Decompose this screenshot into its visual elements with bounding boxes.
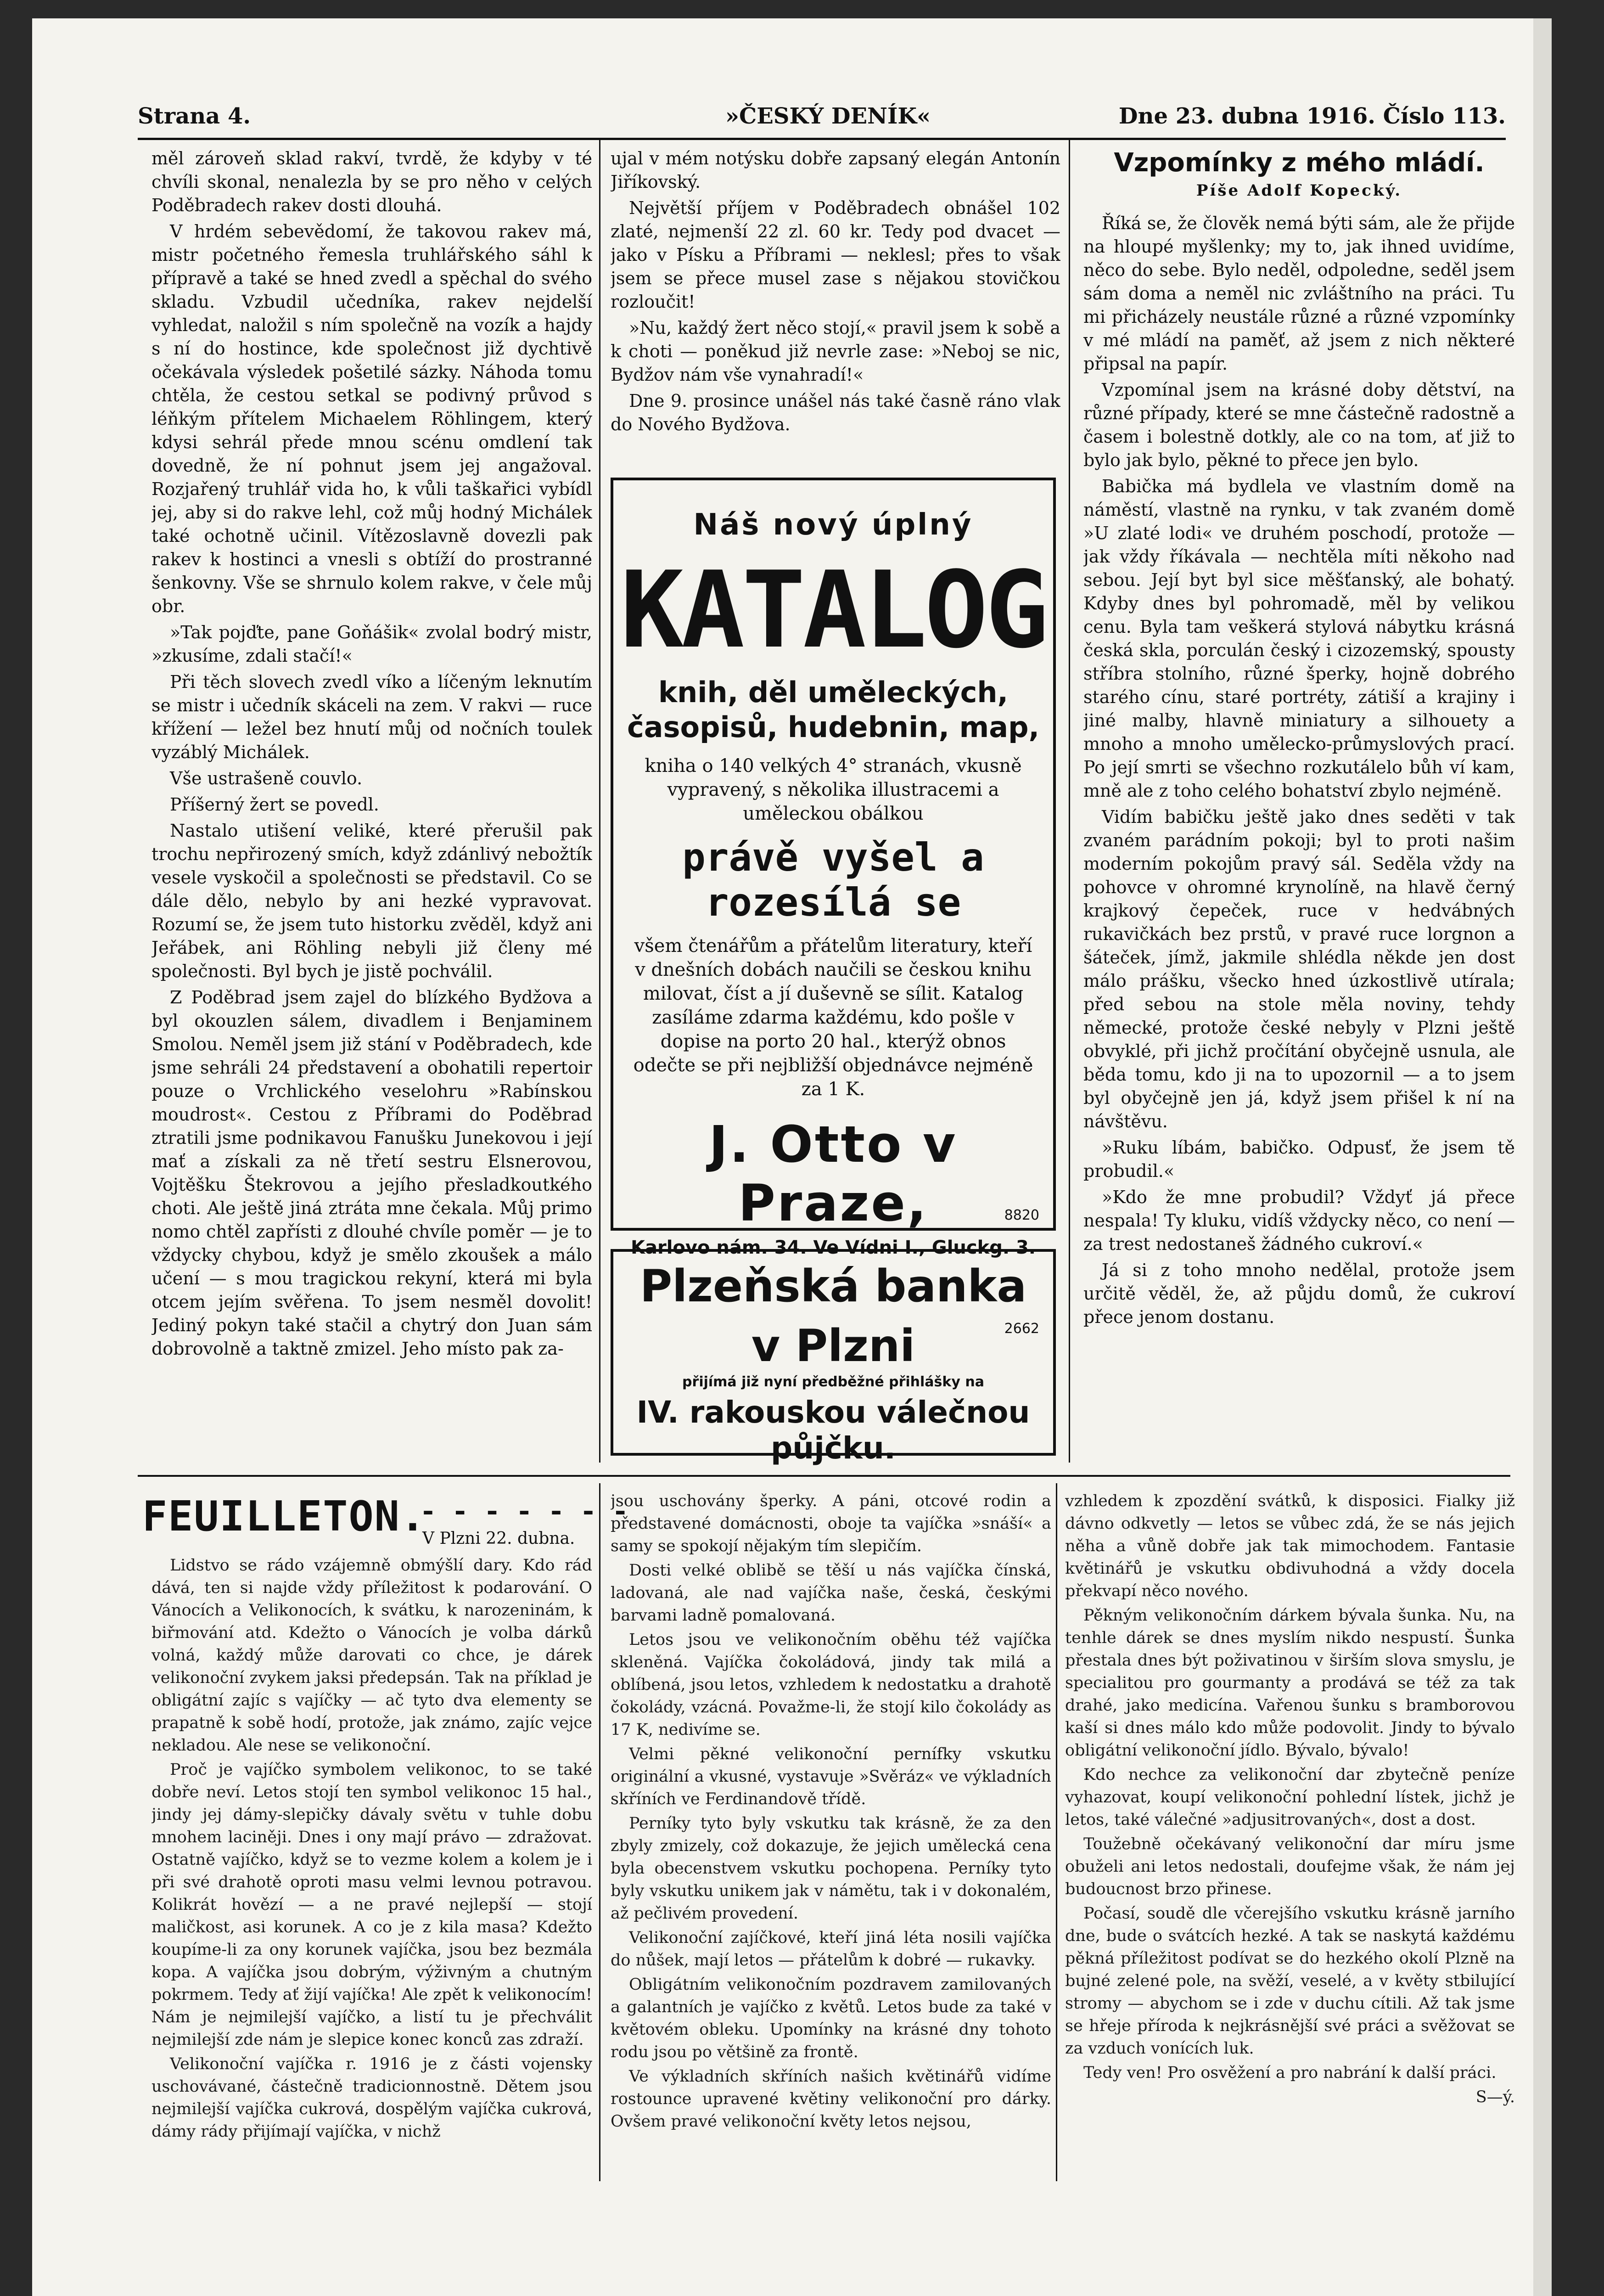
- page-edge: [1533, 18, 1552, 2296]
- paragraph: Velikonoční vajíčka r. 1916 je z části vojensky uschovávané, částečně tradicionnostně. Dětem jsou nejmilejší vajíčka cukrová, dospělým vajíčka cukrová, dámy rády přijímají vajíčka, v nichž: [151, 2055, 592, 2141]
- feuilleton-rule: [138, 1475, 1510, 1477]
- paragraph: »Tak pojďte, pane Goňášik« zvolal bodrý mistr, »zkusíme, zdali stačí!«: [151, 622, 592, 666]
- memoir-title: Vzpomínky z mého mládí.: [1114, 148, 1485, 178]
- bank-note: přijímá již nyní předběžné přihlášky na: [682, 1374, 984, 1390]
- paragraph: Já si z toho mnoho nedělal, protože jsem určitě věděl, že, až půjdu domů, že cukroví přece jenom dostanu.: [1083, 1260, 1515, 1327]
- bank-advertisement: [611, 1249, 1056, 1466]
- page-number: Strana 4.: [138, 103, 251, 129]
- ad-body: všem čtenářům a přátelům literatury, kteří v dnešních dobách naučili se českou knihu milovat, číst a jí duševně se sílit. Katalog zasíláme zdarma každému, kdo pošle v dopise na porto 20 hal., kterýž obnos odečte se při nejbližší objednávce nejméně za 1 K.: [633, 935, 1033, 1100]
- paragraph: Toužebně očekávaný velikonoční dar míru jsme obuželi ani letos nedostali, doufejme však, že nám jej budoucnost brzo přinese.: [1065, 1835, 1515, 1898]
- column-rule-1: [599, 140, 600, 1463]
- ad-number: 2662: [1004, 1321, 1039, 1337]
- paragraph: Dne 9. prosince unášel nás také časně ráno vlak do Nového Bydžova.: [611, 391, 1060, 434]
- memoir-author: Píše Adolf Kopecký.: [1196, 181, 1402, 200]
- feuilleton-column-2: [611, 1490, 1051, 2183]
- paragraph: V hrdém sebevědomí, že takovou rakev má, mistr početného řemesla truhlářského sáhl k přípravě a také se hned zvedl a spěchal do svého skladu. Vzbudil učedníka, rakev nejdelší vyhledat, naložil s ním společně na vozík a hajdy s ní do hostince, kde společnost již dychtivě očekávala výsledek pošetilé sázky. Náhoda tomu chtěla, že cestou setkal se podivný průvod s léňkým přítelem Michaelem Röhlingem, který kdysi sehrál přede mnou scénu omdlení tak dovedně, že ní pohnut jsem jej angažoval. Rozjařený truhlář vida ho, k vůli taškařici vybídl jej, aby si do rakve lehl, což můj hodný Michálek také ochotně učinil. Vítězoslavně dovezli pak rakev k hostinci a vnesli s obtíží do prostranné šenkovny. Vše se shrnulo kolem rakve, v čele můj obr.: [151, 221, 592, 616]
- paragraph: Kdo nechce za velikonoční dar zbytečně peníze vyhazovat, koupí velikonoční pohlední lístek, jichž je letos, také válečné »adjusitrovaných«, dost a dost.: [1065, 1766, 1515, 1829]
- column-rule-4: [1056, 1483, 1057, 2181]
- column-rule-3: [599, 1483, 600, 2181]
- feuilleton-dateline: V Plzni 22. dubna.: [422, 1529, 575, 1548]
- paragraph: vzhledem k zpozdění svátků, k disposici. Fialky již dávno odkvetly — letos se vůbec zdá, že se nás jejich něha a vůně dobře jak tak mimochodem. Fantasie květinářů je vskutku obdivuhodná a vždy docela překvapí něco nového.: [1065, 1492, 1515, 1600]
- ad-headline: KATALOG: [620, 549, 1046, 672]
- article-column-2: [611, 147, 1060, 468]
- bank-city: v Plzni: [751, 1320, 915, 1372]
- paragraph: Pěkným velikonočním dárkem bývala šunka. Nu, na tenhle dárek se dnes myslím nikdo nespustí. Šunka přestala dnes být poživatinou v širším slova smyslu, je specialitou pro gourmanty a prodává se též za tak drahé, jako medicína. Vařenou šunku s bramborovou kaší si dnes málo kdo může podovolit. Jindy to bývalo obligátní velikonoční jídlo. Bývalo, bývalo!: [1065, 1606, 1515, 1760]
- paragraph: Počasí, soudě dle včerejšího vskutku krásně jarního dne, bude o svátcích hezké. A tak se naskytá každému pěkná příležitost podívat se do hezkého okolí Plzně na bujné zelené pole, na svěží, veselé, a v květy stbilující stromy — abychom se i zde v duchu cítili. Až tak jsme se hřeje příroda k nejkrásnější své práci a svěžovat se za vzduch vonících luk.: [1065, 1904, 1515, 2058]
- paragraph: měl zároveň sklad rakví, tvrdě, že kdyby v té chvíli skonal, nenalezla by se pro něho v celých Poděbradech rakev dosti dlouhá.: [151, 148, 592, 215]
- bank-loan: IV. rakouskou válečnou půjčku.: [636, 1395, 1030, 1466]
- article-column-1: [151, 147, 592, 1460]
- column-rule-2: [1069, 140, 1070, 1463]
- page-header: [138, 103, 1506, 135]
- paragraph: Největší příjem v Poděbradech obnášel 102 zlaté, nejmenší 22 zl. 60 kr. Tedy pod dvacet — jako v Písku a Příbrami — neklesl; přes to však jsem se přece musel zase s nějakou stovičkou rozloučit!: [611, 198, 1060, 312]
- paragraph: Velikonoční zajíčkové, kteří jiná léta nosili vajíčka do nůšek, mají letos — přátelům k dobré — rukavky.: [611, 1929, 1051, 1970]
- paragraph: Dosti velké oblibě se těší u nás vajíčka čínská, ladovaná, ale nad vajíčka naše, česká, českými barvami ladně pomalovaná.: [611, 1561, 1051, 1625]
- newspaper-title: »ČESKÝ DENÍK«: [725, 103, 931, 129]
- paragraph: Příšerný žert se povedl.: [170, 794, 379, 815]
- paragraph: »Nu, každý žert něco stojí,« pravil jsem k sobě a k choti — poněkud již nevrle zase: »Neboj se nic, Bydžov nám vše vynahradí!«: [611, 318, 1060, 385]
- paragraph: Babička má bydlela ve vlastním domě na náměstí, vlastně na rynku, v tak zvaném domě »U zlaté lodi« ve druhém poschodí, protože — jak vždy říkávala — nechtěla míti někoho nad sebou. Její byt byl sice měšťanský, ale bohatý. Kdyby dnes byl pohromadě, měl by velikou cenu. Byla tam veškerá stylová nábytku krásná česká skla, porculán český i cizozemský, spousty stříbra stolního, různé šperky, hojně dobrého starého cínu, staré portréty, zátiší a krajiny i jiné malby, hlavně miniatury a silhouety a mnoho a mnoho umělecko-průmyslových prací. Po její smrti se všechno rozkutálelo bůh ví kam, mně ale z toho celého bohatství zbylo nejméně.: [1083, 476, 1515, 801]
- paragraph: Perníky tyto byly vskutku tak krásně, že za den zbyly zmizely, což dokazuje, že jejich umělecká cena byla obecenstvem vskutku pochopena. Perníky tyto byly vskutku unikem jak v námětu, tak i v dokonalém, až pečlivém provedení.: [611, 1814, 1051, 1923]
- paragraph: Nastalo utišení veliké, které přerušil pak trochu nepřirozený smích, když zdánlivý nebožtík vesele vyskočil a společnosti se představil. Co se dále dělo, nebylo by ani hezké vypravovat. Rozumí se, že jsem tuto historku zvěděl, když ani Jeřábek, ani Röhling nebyli již členy mé společnosti. Byl bych je jistě pochválil.: [151, 821, 592, 981]
- ad-number: 8820: [1004, 1207, 1039, 1223]
- paragraph: Vzpomínal jsem na krásné doby dětství, na různé případy, které se mne částečně radostně a časem i bolestně dotkly, ale co na tom, ať již to bylo jak bylo, pěkné to přece jen bylo.: [1083, 380, 1515, 470]
- paragraph: Tedy ven! Pro osvěžení a pro nabrání k další práci.: [1083, 2064, 1497, 2082]
- paragraph: »Kdo že mne probudil? Vždyť já přece nespala! Ty kluku, vidíš vždycky něco, co není — za trest nedostaneš žádného cukroví.«: [1083, 1187, 1515, 1254]
- signature: S—ý.: [1475, 2088, 1515, 2106]
- paragraph: jsou uschovány šperky. A páni, otcové rodin a představené domácnosti, oboje ta vajíčka »snáší« a samy se spokojí nějakým tím slepičím.: [611, 1492, 1051, 1555]
- ad-firm-name: J. Otto v Praze,: [709, 1115, 958, 1232]
- paragraph: Lidstvo se rádo vzájemně obmýšlí dary. Kdo rád dává, ten si najde vždy příležitost k podarování. O Vánocích a Velikonocích, k svátku, k narozeninám, k biřmování atd. Kdežto o Vánocích je volba dárků volná, každý může darovati co chce, je dárek velikonoční zvykem jaksi předepsán. Tak na příklad je obligátní zajíc s vajíčky — ač tyto dva elementy se prapatně k sobě hodí, protože, jak známo, zajíc vejce nekladou. Ale nese se velikonoční.: [151, 1556, 592, 1755]
- ad-subtitle: knih, děl uměleckých, časopisů, hudebnin, map,: [627, 675, 1040, 744]
- feuilleton-column-1: [151, 1554, 592, 2183]
- feuilleton-column-3: [1065, 1490, 1515, 2183]
- catalog-advertisement: [611, 478, 1056, 1258]
- feuilleton-heading: FEUILLETON.: [142, 1492, 426, 1541]
- header-rule: [138, 138, 1506, 140]
- paragraph: Obligátním velikonočním pozdravem zamilovaných a galantních je vajíčko z květů. Letos bude za také v květovém obleku. Upomínky na krásné dny tohoto rodu jsou po většině za frontě.: [611, 1975, 1051, 2061]
- paragraph: Při těch slovech zvedl víko a líčeným leknutím se mistr i učedník skáceli na zem. V rakvi — ruce křížení — ležel bez hnutí můj od nočních toulek vyzáblý Michálek.: [151, 672, 592, 762]
- ad-address: Karlovo nám. 34. Ve Vídni I., Gluckg. 3.: [631, 1237, 1036, 1258]
- ad-announcement: právě vyšel a rozesílá se: [682, 835, 984, 925]
- paragraph: ujal v mém notýsku dobře zapsaný elegán Antonín Jiříkovský.: [611, 148, 1060, 192]
- bank-name: Plzeňská banka: [639, 1261, 1027, 1312]
- paragraph: Ve výkladních skříních našich květinářů vidíme rostounce upravené květiny velikonoční pro dárky. Ovšem pravé velikonoční květy letos nejsou,: [611, 2067, 1051, 2131]
- paragraph: »Ruku líbám, babičko. Odpusť, že jsem tě probudil.«: [1083, 1137, 1515, 1181]
- paragraph: Vše ustrašeně couvlo.: [170, 768, 363, 788]
- paragraph: Velmi pěkné velikonoční pernífky vskutku originální a vkusné, vystavuje »Svěráz« ve výkladních skříních ve Ferdinandově třídě.: [611, 1745, 1051, 1808]
- paragraph: Vidím babičku ještě jako dnes seděti v tak zvaném parádním pokoji; byl to proti našim moderním pokojům pravý sál. Seděla vždy na pohovce v ohromné krynolíně, na hlavě černý krajkový čepeček, ruce v hedvábných rukavičkách bez prstů, v pravé ruce lorgnon a šáteček, jímž, jakmile shlédla někde jen dost málo prášku, všecko hned úzkostlivě utírala; před sebou na stole měla noviny, tehdy německé, protože české nebyly v Plzni ještě obvyklé, při jichž pročítání obyčejně usnula, ale běda tomu, kdo ji na to upozornil — a to jsem byl obyčejně jen já, když jsem přišel k ní na návštěvu.: [1083, 807, 1515, 1131]
- feuilleton-dashes: - - - - - - -: [422, 1495, 632, 1527]
- memoir-column: [1083, 147, 1515, 1460]
- paragraph: Říká se, že člověk nemá býti sám, ale že přijde na hloupé myšlenky; my to, jak ihned uvidíme, něco do sebe. Bylo neděl, odpoledne, seděl jsem sám doma a neměl nic zvláštního na práci. Tu mi přicházely neustále různé a různé vzpomínky v mé mládí na paměť, až jsem z nich některé připsal na papír.: [1083, 213, 1515, 374]
- ad-description: kniha o 140 velkých 4° stranách, vkusně vypravený, s několika illustracemi a uměleckou obálkou: [645, 755, 1022, 824]
- issue-date: Dne 23. dubna 1916. Číslo 113.: [1118, 103, 1506, 129]
- paragraph: Letos jsou ve velikonočním oběhu též vajíčka skleněná. Vajíčka čokoládová, jindy tak milá a oblíbená, jsou letos, vzhledem k nedostatku a drahotě čokolády, vzácná. Považme-li, že stojí kilo čokolády as 17 K, nedivíme se.: [611, 1631, 1051, 1739]
- paragraph: Z Poděbrad jsem zajel do blízkého Bydžova a byl okouzlen sálem, divadlem i Benjaminem Smolou. Neměl jsem již stání v Poděbradech, kde jsme sehráli 24 představení a obohatili repertoir pouze o Vrchlického veselohru »Rabínskou moudrost«. Cestou z Příbrami do Poděbrad ztratili jsme podnikavou Fanušku Junekovou i její mať a získali za ně třetí sestru Elsnerovou, Vojtěšku Štekrovou a jejího přesladkoutkého choti. Ale ještě jiná ztráta mne čekala. Můj primo nomo chtěl zapřísti z dlouhé chvíle poměr — je to vždycky chybou, když je smělo zkoušek a málo učení — s mou tragickou rekyní, která mi byla otcem jejím svěřena. To jsem nesměl dovolit! Jediný pokyn také stačil a chytrý don Juan sám dobrovolně a taktně zmizel. Jeho místo pak za-: [151, 987, 592, 1359]
- paragraph: Proč je vajíčko symbolem velikonoc, to se také dobře neví. Letos stojí ten symbol velikonoc 15 hal., jindy jej dámy-slepičky dávaly světu v tuhle dobu mnohem laciněji. Dnes i ony mají právo — zdražovat. Ostatně vajíčko, když se to vezme kolem a kolem je i při své drahotě oproti masu velmi levnou potravou. Kolikrát hovězí — a ne pravé nejlepší — stojí maličkost, asi korunek. A co je z kila masa? Kdežto koupíme-li za ony korunek vajíčka, jsou bez bezmála kopa. A vajíčka jsou dobrým, výživným a chutným pokrmem. Tedy ať žijí vajíčka! Ale zpět k velikonocím! Nám je nejmilejší vajíčko, a listí tu je přechválit nejmilejší zde nám je slepice konec konců zas zdraží.: [151, 1761, 592, 2049]
- ad-lead: Náš nový úplný: [693, 508, 973, 542]
